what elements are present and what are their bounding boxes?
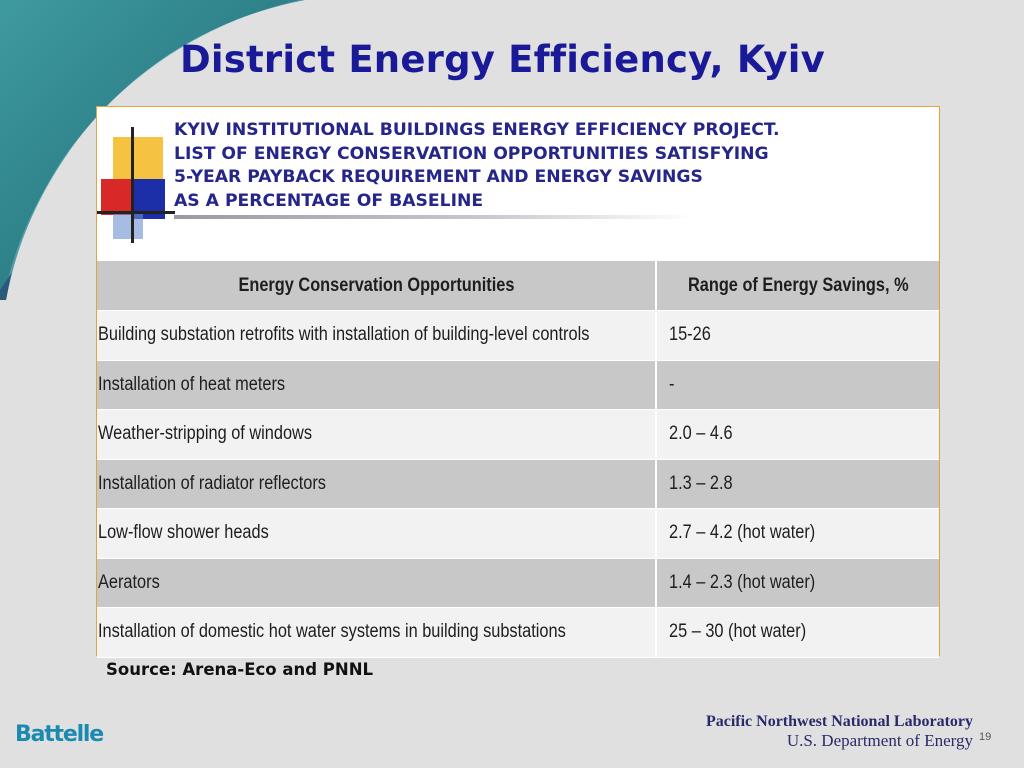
table-banner [97, 107, 939, 261]
banner-heading [174, 119, 780, 213]
savings-cell: 2.7 – 4.2 (hot water) [656, 509, 939, 559]
opportunity-cell: Building substation retrofits with installation of building-level controls [97, 311, 656, 361]
opportunity-cell: Aerators [97, 558, 656, 608]
savings-cell: 1.3 – 2.8 [656, 459, 939, 509]
page-number: 19 [979, 731, 992, 743]
table-row [97, 509, 939, 559]
table-row [97, 360, 939, 410]
table-row [97, 608, 939, 658]
banner-line: KYIV INSTITUTIONAL BUILDINGS ENERGY EFFICIENCY PROJECT. [174, 120, 780, 140]
savings-cell: 1.4 – 2.3 (hot water) [656, 558, 939, 608]
table-row [97, 558, 939, 608]
opportunity-cell: Weather-stripping of windows [97, 410, 656, 460]
opportunity-cell: Installation of radiator reflectors [97, 459, 656, 509]
slide-title: District Energy Efficiency, Kyiv [180, 38, 825, 81]
column-header-opportunities: Energy Conservation Opportunities [97, 261, 656, 311]
banner-line: AS A PERCENTAGE OF BASELINE [174, 190, 484, 211]
savings-cell: 2.0 – 4.6 [656, 410, 939, 460]
table-panel [96, 106, 940, 656]
agency-name: U.S. Department of Energy [786, 731, 973, 750]
table-header-row [97, 261, 939, 311]
opportunity-cell: Installation of heat meters [97, 360, 656, 410]
savings-cell: 25 – 30 (hot water) [656, 608, 939, 658]
banner-line: 5-YEAR PAYBACK REQUIREMENT AND ENERGY SAVINGS [174, 167, 703, 187]
lab-name: Pacific Northwest National Laboratory [705, 713, 973, 730]
color-block-graphic [97, 107, 177, 247]
table-row [97, 459, 939, 509]
opportunity-cell: Installation of domestic hot water systems in building substations [97, 608, 656, 658]
pnnl-logo [706, 712, 973, 750]
savings-cell: - [656, 360, 939, 410]
table-row [97, 311, 939, 361]
banner-line: LIST OF ENERGY CONSERVATION OPPORTUNITIES SATISFYING [174, 143, 769, 164]
column-header-savings: Range of Energy Savings, % [656, 261, 939, 311]
energy-savings-table [97, 261, 939, 658]
source-note: Source: Arena-Eco and PNNL [106, 660, 374, 679]
battelle-logo: Battelle [15, 722, 103, 747]
opportunity-cell: Low-flow shower heads [97, 509, 656, 559]
banner-divider [174, 215, 694, 219]
table-row [97, 410, 939, 460]
savings-cell: 15-26 [656, 311, 939, 361]
